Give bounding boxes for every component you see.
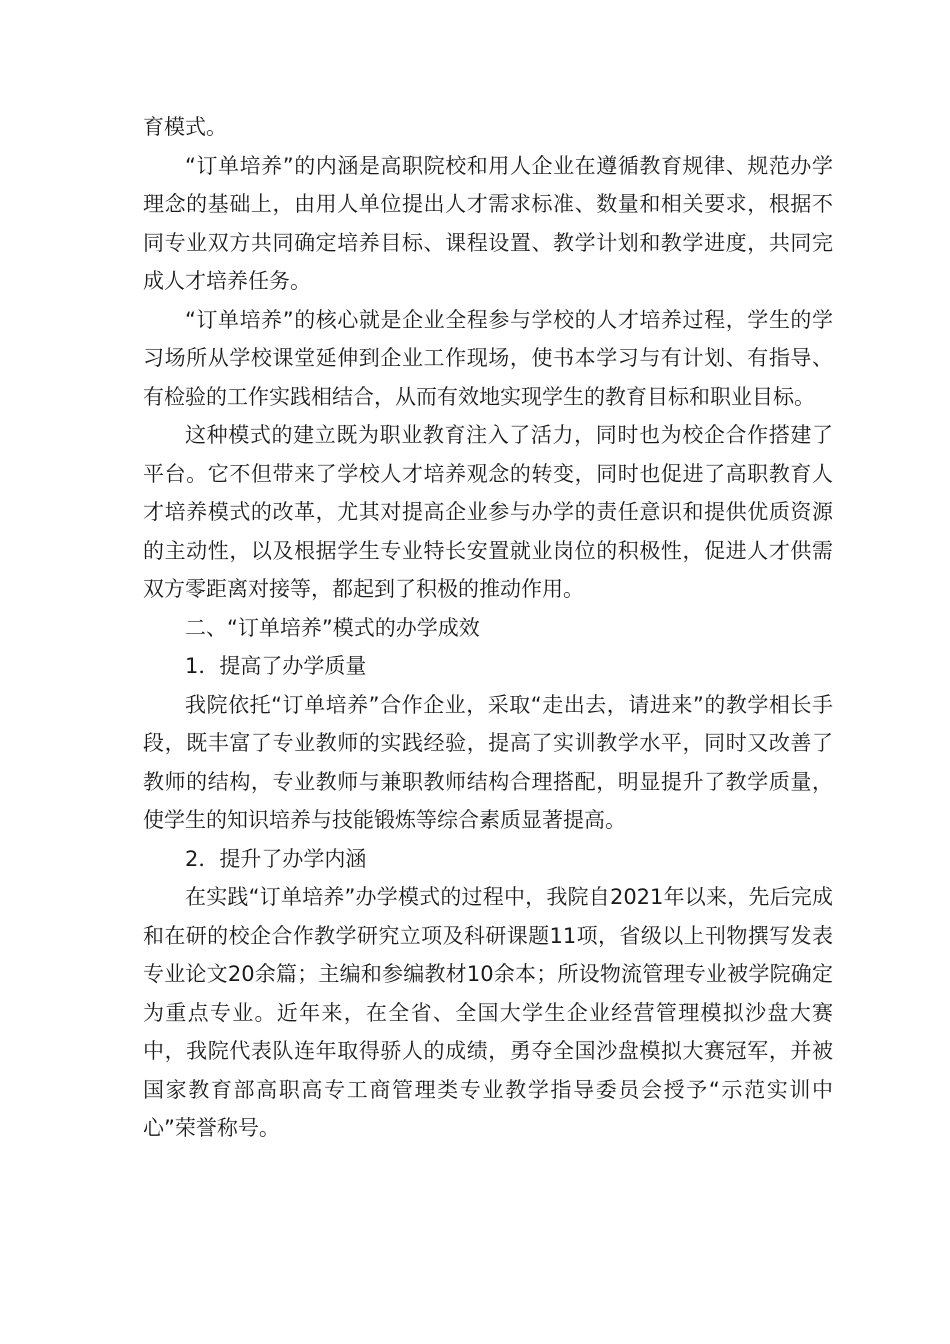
subsection-heading-connotation: 2．提升了办学内涵 [185,846,367,871]
subsection-heading-quality: 1．提高了办学质量 [185,654,367,678]
paragraph-model-significance: 这种模式的建立既为职业教育注入了活力，同时也为校企合作搭建了平台。它不但带来了学校人才培养观念的转变，同时也促进了高职教育人才培养模式的改革，尤其对提高企业参与办学的责任意识和提供优质资源的主动性，以及根据学生专业特长安置就业岗位的积极性，促进人才供需双方零距离对接等，都起到了积极的推动作用。 [143,423,833,601]
paragraph-continuation: 育模式。 [143,115,227,139]
paragraph-quality: 我院依托“订单培养”合作企业，采取“走出去，请进来”的教学相长手段，既丰富了专业教师的实践经验，提高了实训教学水平，同时又改善了教师的结构，专业教师与兼职教师结构合理搭配，明显提升了教学质量，使学生的知识培养与技能锻炼等综合素质显著提高。 [143,692,833,832]
paragraph-order-training-core: “订单培养”的核心就是企业全程参与学校的人才培养过程，学生的学习场所从学校课堂延伸到企业工作现场，使书本学习与有计划、有指导、有检验的工作实践相结合，从而有效地实现学生的教育目标和职业目标。 [143,307,833,409]
paragraph-achievements: 在实践“订单培养”办学模式的过程中，我院自2021年以来，先后完成和在研的校企合作教学研究立项及科研课题11项，省级以上刊物撰写发表专业论文20余篇；主编和参编教材10余本；所设物流管理专业被学院确定为重点专业。近年来，在全省、全国大学生企业经营管理模拟沙盘大赛中，我院代表队连年取得骄人的成绩，勇夺全国沙盘模拟大赛冠军，并被国家教育部高职高专工商管理类专业教学指导委员会授予“示范实训中心”荣誉称号。 [143,885,833,1140]
section-heading: 二、“订单培养”模式的办学成效 [185,615,480,640]
body-text [143,108,833,1148]
paragraph-order-training-connotation: “订单培养”的内涵是高职院校和用人企业在遵循教育规律、规范办学理念的基础上，由用人单位提出人才需求标准、数量和相关要求，根据不同专业双方共同确定培养目标、课程设置、教学计划和教学进度，共同完成人才培养任务。 [143,153,833,293]
